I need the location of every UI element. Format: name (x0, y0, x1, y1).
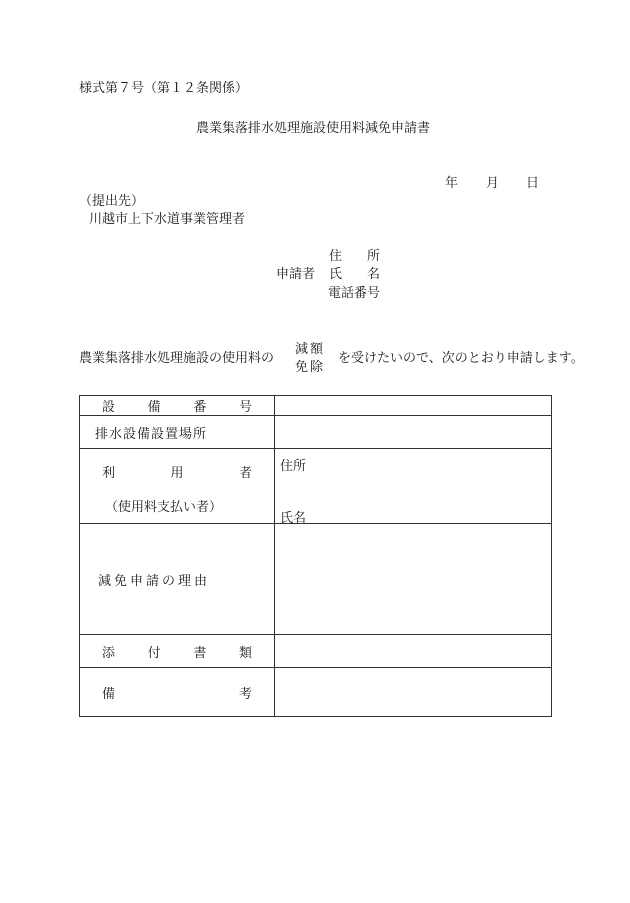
label-char: 利 (102, 466, 116, 481)
applicant-name-label-2: 名 (367, 267, 381, 282)
user-field[interactable] (275, 449, 552, 524)
date-month-label: 月 (486, 176, 500, 191)
table-row (80, 449, 552, 524)
user-name-label: 氏名 (280, 511, 307, 526)
attachments-label (80, 635, 275, 668)
reason-label: 減免申請の理由 (80, 524, 275, 635)
date-day-label: 日 (526, 176, 540, 191)
recipient-name: 川越市上下水道事業管理者 (89, 212, 246, 227)
table-row (80, 396, 552, 416)
label-char: 類 (238, 645, 252, 661)
request-prefix: 農業集落排水処理施設の使用料の (79, 351, 275, 366)
table-row (80, 524, 552, 635)
request-option-reduction: 減額 (295, 342, 326, 357)
user-sublabel: （使用料支払い者） (105, 500, 223, 515)
request-suffix: を受けたいので、次のとおり申請します。 (338, 351, 584, 366)
notes-field[interactable] (275, 668, 552, 717)
label-char: 付 (147, 645, 161, 661)
reason-field[interactable] (275, 524, 552, 635)
request-option-exemption: 免除 (295, 360, 326, 375)
label-char: 書 (193, 645, 207, 661)
user-address-label: 住所 (280, 459, 307, 474)
label-char: 番 (193, 400, 207, 415)
table-row (80, 635, 552, 668)
label-char: 用 (170, 466, 184, 481)
form-number: 様式第７号（第１２条関係） (79, 81, 249, 96)
applicant-address-label-2: 所 (367, 249, 381, 264)
label-char: 号 (238, 400, 252, 415)
attachments-field[interactable] (275, 635, 552, 668)
recipient-label: （提出先） (79, 194, 145, 209)
label-char: 考 (238, 686, 252, 702)
drain-location-field[interactable] (275, 416, 552, 449)
date-year-label: 年 (445, 176, 459, 191)
document-title: 農業集落排水処理施設使用料減免申請書 (196, 121, 431, 136)
application-table (79, 395, 552, 717)
table-row (80, 416, 552, 449)
label-char: 設 (102, 400, 116, 415)
label-char: 備 (102, 686, 116, 702)
applicant-name-label-1: 氏 (329, 267, 343, 282)
label-char: 添 (102, 645, 116, 661)
drain-location-label: 排水設備設置場所 (80, 416, 275, 449)
equipment-number-field[interactable] (275, 396, 552, 416)
equipment-number-label (80, 396, 275, 416)
table-row (80, 668, 552, 717)
notes-label (80, 668, 275, 717)
label-char: 備 (147, 400, 161, 415)
label-char: 者 (238, 466, 252, 481)
applicant-phone-label: 電話番号 (328, 286, 381, 301)
applicant-label: 申請者 (276, 267, 316, 282)
applicant-address-label-1: 住 (329, 249, 343, 264)
user-label (80, 449, 275, 524)
